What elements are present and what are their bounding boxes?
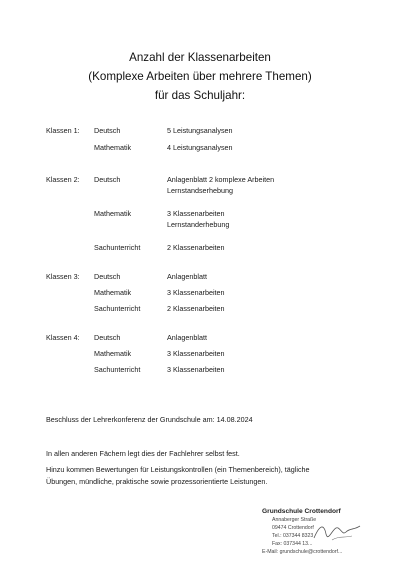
subject-detail: 2 Klassenarbeiten	[167, 304, 225, 313]
grade-row	[46, 286, 366, 300]
subject-detail: Anlagenblatt 2 komplexe Arbeiten	[167, 175, 275, 184]
subject-name: Deutsch	[94, 333, 121, 342]
subject-name: Sachunterricht	[94, 243, 141, 252]
grade-row	[46, 218, 366, 229]
subject-name: Mathematik	[94, 209, 132, 218]
stamp-city: 09474 Crottendorf	[272, 525, 314, 531]
title-line-1: Anzahl der Klassenarbeiten	[129, 51, 271, 64]
grade-3-block	[46, 270, 366, 316]
subject-name: Sachunterricht	[94, 365, 141, 374]
signature-icon	[312, 520, 362, 544]
stamp-email: E-Mail: grundschule@crottendorf...	[262, 549, 343, 555]
subject-name: Deutsch	[94, 272, 121, 281]
subject-name: Deutsch	[94, 126, 121, 135]
grade-label: Klassen 2:	[46, 175, 80, 184]
additional-assessment-note	[46, 464, 366, 488]
grade-label: Klassen 3:	[46, 272, 80, 281]
subject-detail: 5 Leistungsanalysen	[167, 126, 233, 135]
grade-1-block	[46, 124, 366, 155]
subject-detail: Lernstandserhebung	[167, 186, 233, 195]
stamp-tel: Tel.: 037344 8323	[272, 533, 314, 539]
grade-row	[46, 302, 366, 316]
subject-name: Deutsch	[94, 175, 121, 184]
subject-detail: 3 Klassenarbeiten	[167, 349, 225, 358]
grade-2-block	[46, 173, 366, 255]
title-line-2: (Komplexe Arbeiten über mehrere Themen)	[88, 70, 312, 83]
subject-name: Mathematik	[94, 349, 132, 358]
grade-4-block	[46, 331, 366, 377]
grade-row	[46, 331, 366, 345]
subject-name: Mathematik	[94, 143, 132, 152]
grade-row	[46, 141, 366, 155]
grade-row	[46, 124, 366, 138]
grade-row	[46, 184, 366, 195]
other-subjects-note: In allen anderen Fächern legt dies der Fachlehrer selbst fest.	[46, 449, 240, 458]
subject-detail: Anlagenblatt	[167, 272, 207, 281]
subject-name: Mathematik	[94, 288, 132, 297]
subject-detail: Anlagenblatt	[167, 333, 207, 342]
additional-line-2: Übungen, mündliche, praktische sowie prozessorientierte Leistungen.	[46, 477, 268, 486]
additional-line-1: Hinzu kommen Bewertungen für Leistungskontrollen (ein Themenbereich), tägliche	[46, 465, 310, 474]
subject-detail: 4 Leistungsanalysen	[167, 143, 233, 152]
title-line-3: für das Schuljahr:	[154, 89, 246, 102]
grade-label: Klassen 4:	[46, 333, 80, 342]
document-title	[0, 48, 400, 105]
stamp-street: Annaberger Straße	[272, 517, 317, 523]
stamp-school-name: Grundschule Crottendorf	[262, 508, 341, 515]
subject-detail: Lernstanderhebung	[167, 220, 230, 229]
grade-row	[46, 241, 366, 255]
subject-detail: 2 Klassenarbeiten	[167, 243, 225, 252]
grade-label: Klassen 1:	[46, 126, 80, 135]
grade-row	[46, 347, 366, 361]
grades-table	[46, 124, 366, 377]
resolution-note: Beschluss der Lehrerkonferenz der Grundschule am: 14.08.2024	[46, 415, 253, 424]
subject-detail: 3 Klassenarbeiten	[167, 209, 225, 218]
grade-row	[46, 270, 366, 284]
subject-name: Sachunterricht	[94, 304, 141, 313]
grade-row	[46, 363, 366, 377]
stamp-fax: Fax: 037344 13...	[272, 541, 313, 547]
subject-detail: 3 Klassenarbeiten	[167, 365, 225, 374]
subject-detail: 3 Klassenarbeiten	[167, 288, 225, 297]
